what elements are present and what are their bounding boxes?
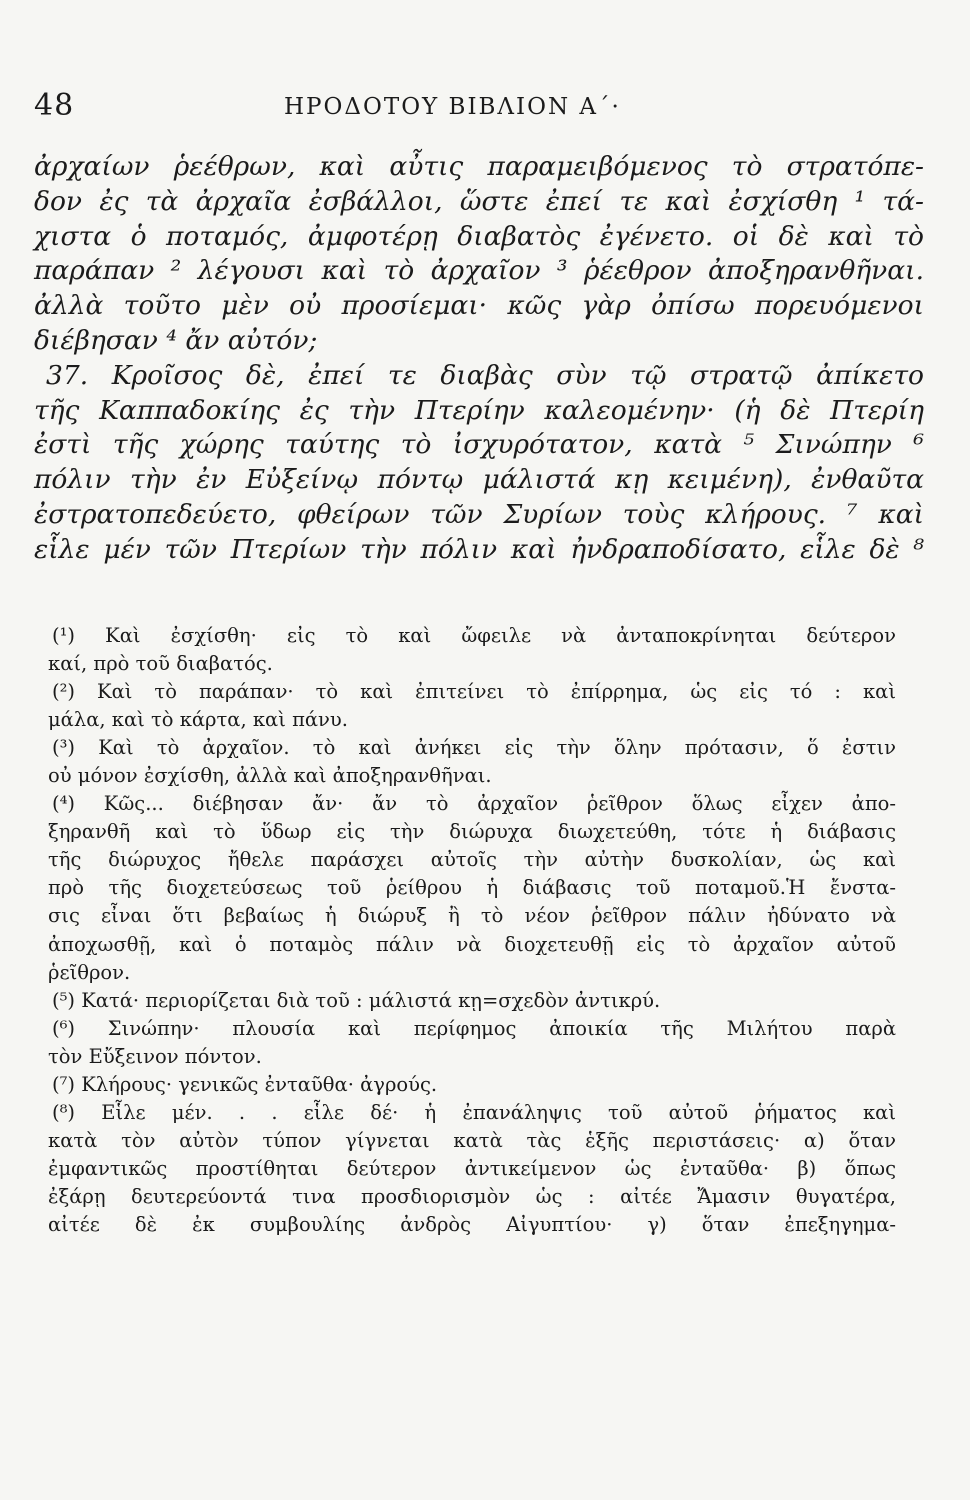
footnote-line: (²) Καὶ τὸ παράπαν· τὸ καὶ ἐπιτείνει τὸ ἐπίρρημα, ὡς εἰς τό : καὶ xyxy=(52,680,896,704)
footnote-line: ξηρανθῆ καὶ τὸ ὕδωρ εἰς τὴν διώρυχα διωχετεύθη, τότε ἡ διάβασις xyxy=(48,820,896,844)
footnote-line: ῥεῖθρον. xyxy=(48,960,131,984)
text-line: ἀρχαίων ῥεέθρων, καὶ αὖτις παραμειβόμενος τὸ στρατόπε- xyxy=(34,151,924,182)
footnote-line: (⁸) Εἷλε μέν. . . εἷλε δέ· ἡ ἐπανάληψις τοῦ αὐτοῦ ῥήματος καὶ xyxy=(52,1100,896,1124)
footnote-line: (⁷) Κλήρους· γενικῶς ἐνταῦθα· ἀγρούς. xyxy=(52,1072,438,1096)
footnote-line: κατὰ τὸν αὐτὸν τύπον γίγνεται κατὰ τὰς ἑξῆς περιστάσεις· α) ὅταν xyxy=(48,1128,896,1152)
text-line: 37. Κροῖσος δὲ, ἐπεί τε διαβὰς σὺν τῷ στρατῷ ἀπίκετο xyxy=(46,359,924,391)
footnotes-block xyxy=(48,622,896,1239)
footnote-line: ἀποχωσθῇ, καὶ ὁ ποταμὸς πάλιν νὰ διοχετευθῇ εἰς τὸ ἀρχαῖον αὐτοῦ xyxy=(48,932,896,956)
footnote-line: τὸν Εὔξεινον πόντον. xyxy=(48,1044,262,1068)
footnote-line: καί, πρὸ τοῦ διαβατός. xyxy=(48,652,273,676)
footnote-line: (⁵) Κατά· περιορίζεται διὰ τοῦ : μάλιστά κῃ=σχεδὸν ἀντικρύ. xyxy=(52,988,661,1012)
page-header xyxy=(34,88,910,128)
text-line: ἐστὶ τῆς χώρης ταύτης τὸ ἰσχυρότατον, κατὰ ⁵ Σινώπην ⁶ xyxy=(34,429,924,461)
text-line: τῆς Καππαδοκίης ἐς τὴν Πτερίην καλεομένην· (ἡ δὲ Πτερίη xyxy=(34,394,924,426)
footnote-line: ἐξάρῃ δευτερεύοντά τινα προσδιορισμὸν ὡς : αἰτέε Ἄμασιν θυγατέρα, xyxy=(48,1184,896,1208)
footnote-line: (⁴) Κῶς... διέβησαν ἄν· ἄν τὸ ἀρχαῖον ῥεῖθρον ὅλως εἶχεν ἀπο- xyxy=(52,792,896,816)
footnote-line: μάλα, καὶ τὸ κάρτα, καὶ πάνυ. xyxy=(48,708,348,732)
text-line: παράπαν ² λέγουσι καὶ τὸ ἀρχαῖον ³ ῥέεθρον ἀποξηρανθῆναι. xyxy=(34,255,924,287)
text-line: εἷλε μέν τῶν Πτερίων τὴν πόλιν καὶ ἠνδραποδίσατο, εἷλε δὲ ⁸ xyxy=(34,533,924,565)
text-line: διέβησαν ⁴ ἄν αὐτόν; xyxy=(34,324,318,356)
footnote-line: οὐ μόνον ἐσχίσθη, ἀλλὰ καὶ ἀποξηρανθῆναι. xyxy=(48,764,492,788)
text-line: δον ἐς τὰ ἀρχαῖα ἐσβάλλοι, ὥστε ἐπεί τε καὶ ἐσχίσθη ¹ τά- xyxy=(34,185,924,217)
running-title: ΗΡΟΔΟΤΟΥ ΒΙΒΛΙΟΝ Α΄· xyxy=(284,94,621,120)
page-number: 48 xyxy=(34,88,75,123)
text-line: πόλιν τὴν ἐν Εὐξείνῳ πόντῳ μάλιστά κῃ κειμένη), ἐνθαῦτα xyxy=(34,464,924,496)
footnote-line: πρὸ τῆς διοχετεύσεως τοῦ ῥείθρου ἡ διάβασις τοῦ ποταμοῦ.Ἡ ἔνστα- xyxy=(48,876,896,900)
footnote-line: τῆς διώρυχος ἤθελε παράσχει αὐτοῖς τὴν αὐτὴν δυσκολίαν, ὡς καὶ xyxy=(48,848,896,872)
text-line: ἐστρατοπεδεύετο, φθείρων τῶν Συρίων τοὺς κλήρους. ⁷ καὶ xyxy=(34,498,924,530)
main-text-block xyxy=(34,150,924,568)
footnote-line: αἰτέε δὲ ἐκ συμβουλίης ἀνδρὸς Αἰγυπτίου· γ) ὅταν ἐπεξηγημα- xyxy=(48,1212,896,1236)
text-line: ἀλλὰ τοῦτο μὲν οὐ προσίεμαι· κῶς γὰρ ὀπίσω πορευόμενοι xyxy=(34,290,924,322)
text-line: χιστα ὁ ποταμός, ἀμφοτέρῃ διαβατὸς ἐγένετο. οἱ δὲ καὶ τὸ xyxy=(34,220,924,252)
footnote-line: (⁶) Σινώπην· πλουσία καὶ περίφημος ἀποικία τῆς Μιλήτου παρὰ xyxy=(52,1016,896,1040)
footnote-line: ἐμφαντικῶς προστίθηται δεύτερον ἀντικείμενον ὡς ἐνταῦθα· β) ὅπως xyxy=(48,1156,896,1180)
footnote-line: (³) Καὶ τὸ ἀρχαῖον. τὸ καὶ ἀνήκει εἰς τὴν ὅλην πρότασιν, ὅ ἐστιν xyxy=(52,736,896,760)
footnote-line: (¹) Καὶ ἐσχίσθη· εἰς τὸ καὶ ὤφειλε νὰ ἀνταποκρίνηται δεύτερον xyxy=(52,624,896,647)
footnote-line: σις εἶναι ὅτι βεβαίως ἡ διώρυξ ἢ τὸ νέον ῥεῖθρον πάλιν ἠδύνατο νὰ xyxy=(48,904,896,928)
